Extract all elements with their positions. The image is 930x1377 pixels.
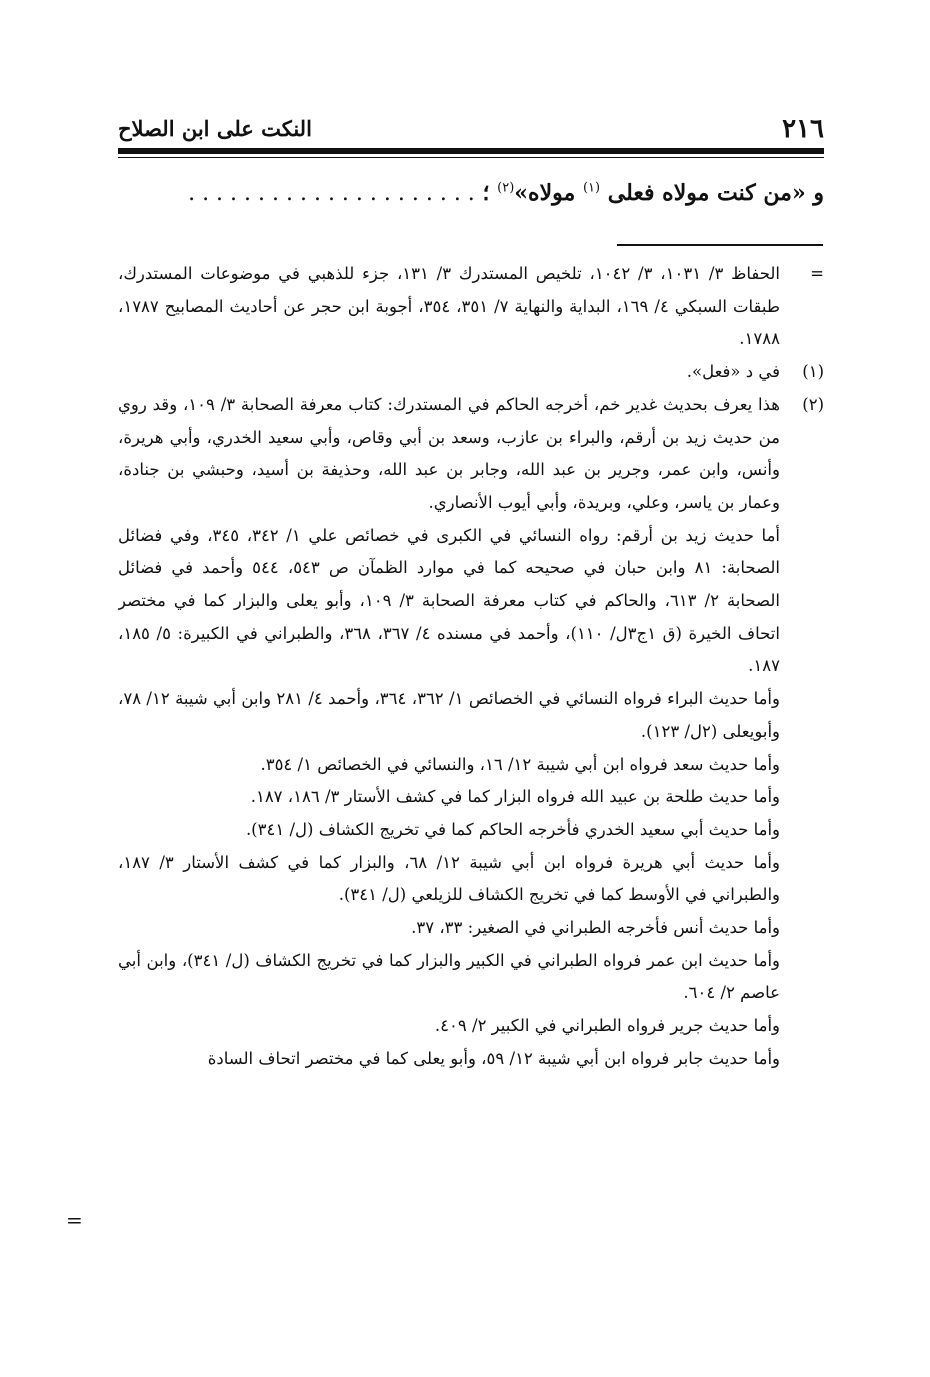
main-text-middle: مولاه»	[514, 180, 576, 206]
footnote-2-paragraph: وأما حديث سعد فرواه ابن أبي شيبة ١٢/ ١٦، والنسائي في الخصائص ١/ ٣٥٤.	[260, 754, 780, 774]
running-title: النكت على ابن الصلاح	[118, 116, 312, 141]
footnote-2-paragraph: وأما حديث جرير فرواه الطبراني في الكبير ٢/ ٤٠٩.	[434, 1016, 780, 1036]
page-number: ٢١٦	[782, 114, 824, 144]
footnote-2-paragraph: وأما حديث البراء فرواه النسائي في الخصائص ١/ ٣٦٢، ٣٦٤، وأحمد ٤/ ٢٨١ وابن أبي شيبة ١٢/ ٧٨، وأبويعلى (٢ل/ ١٢٣).	[118, 689, 780, 741]
footnote-2-paragraph: وأما حديث أنس فأخرجه الطبراني في الصغير: ٣٣، ٣٧.	[411, 918, 780, 938]
footnote-2-paragraph: وأما حديث أبي سعيد الخدري فأخرجه الحاكم كما في تخريج الكشاف (ل/ ٣٤١).	[245, 819, 780, 839]
footnote-1-marker: (١)	[802, 362, 824, 382]
header-rule-thick	[118, 148, 824, 154]
footnote-ref-2: (٢)	[497, 180, 515, 196]
footnote-2-marker: (٢)	[802, 394, 824, 414]
main-text-line	[118, 180, 824, 224]
footnote-2-paragraph: وأما حديث جابر فرواه ابن أبي شيبة ١٢/ ٥٩، وأبو يعلى كما في مختصر اتحاف السادة	[207, 1048, 780, 1068]
footnote-1-text: في د «فعل».	[686, 362, 780, 382]
footnote-2	[118, 389, 824, 520]
footnote-continuation	[118, 258, 824, 356]
leader-dots: . . . . . . . . . . . . . . . . . . . . .	[188, 181, 475, 206]
main-text-suffix: ؛	[482, 180, 490, 206]
continuation-text: الحفاظ ٣/ ١٠٣١، ٣/ ١٠٤٢، تلخيص المستدرك ٣/ ١٣١، جزء للذهبي في موضوعات المستدرك، طبقات السبكي ٤/ ١٦٩، البداية والنهاية ٧/ ٣٥١، ٣٥٤، أجوبة ابن حجر عن أحاديث المصابيح ١٧٨٧، ١٧٨٨.	[118, 264, 781, 349]
footnote-2-paragraph: وأما حديث ابن عمر فرواه الطبراني في الكبير والبزار كما في تخريج الكشاف (ل/ ٣٤١)، وابن أبي عاصم ٢/ ٦٠٤.	[118, 950, 780, 1003]
footnote-2-intro: هذا يعرف بحديث غدير خم، أخرجه الحاكم في المستدرك: كتاب معرفة الصحابة ٣/ ١٠٩، وقد روي من حديث زيد بن أرقم، والبراء بن عازب، وسعد بن أبي وقاص، وأبي سعيد الخدري، وأبي هريرة، وأنس، وابن عمر، وجرير بن عبد الله، وجابر بن عبد الله، وحذيفة بن أسيد، وحبشي بن جنادة، وعمار بن ياسر، وعلي، وبريدة، وأبي أيوب الأنصاري.	[118, 394, 780, 512]
footnote-1	[118, 356, 824, 389]
continuation-marker: =	[810, 264, 824, 283]
main-text-prefix: و «من كنت مولاه فعلى	[607, 180, 824, 206]
continues-marker: =	[66, 1208, 83, 1232]
footnote-2-paragraph: أما حديث زيد بن أرقم: رواه النسائي في الكبرى في خصائص علي ١/ ٣٤٢، ٣٤٥، وفي فضائل الصحابة: ٨١ وابن حبان في صحيحه كما في موارد الظمآن ص ٥٤٣، ٥٤٤ وأحمد في فضائل الصحابة ٢/ ٦١٣، والحاكم في كتاب معرفة الصحابة ٣/ ١٠٩، وأبو يعلى والبزار كما في مختصر اتحاف الخيرة (ق ١ج٣ل/ ١١٠)، وأحمد في مسنده ٤/ ٣٦٧، ٣٦٨، والطبراني في الكبيرة: ٥/ ١٨٥، ١٨٧.	[118, 525, 781, 676]
page-header	[118, 112, 824, 144]
footnote-2-paragraph: وأما حديث طلحة بن عبيد الله فرواه البزار كما في كشف الأستار ٣/ ١٨٦، ١٨٧.	[250, 787, 780, 807]
footnote-separator	[617, 244, 823, 246]
footnote-2-paragraph: وأما حديث أبي هريرة فرواه ابن أبي شيبة ١٢/ ٦٨، والبزار كما في كشف الأستار ٣/ ١٨٧، والطبراني في الأوسط كما في تخريج الكشاف للزيلعي (ل/ ٣٤١).	[118, 852, 780, 905]
footnotes-block	[118, 258, 824, 1228]
footnote-ref-1: (١)	[582, 180, 601, 196]
header-rule-thin	[118, 157, 824, 158]
